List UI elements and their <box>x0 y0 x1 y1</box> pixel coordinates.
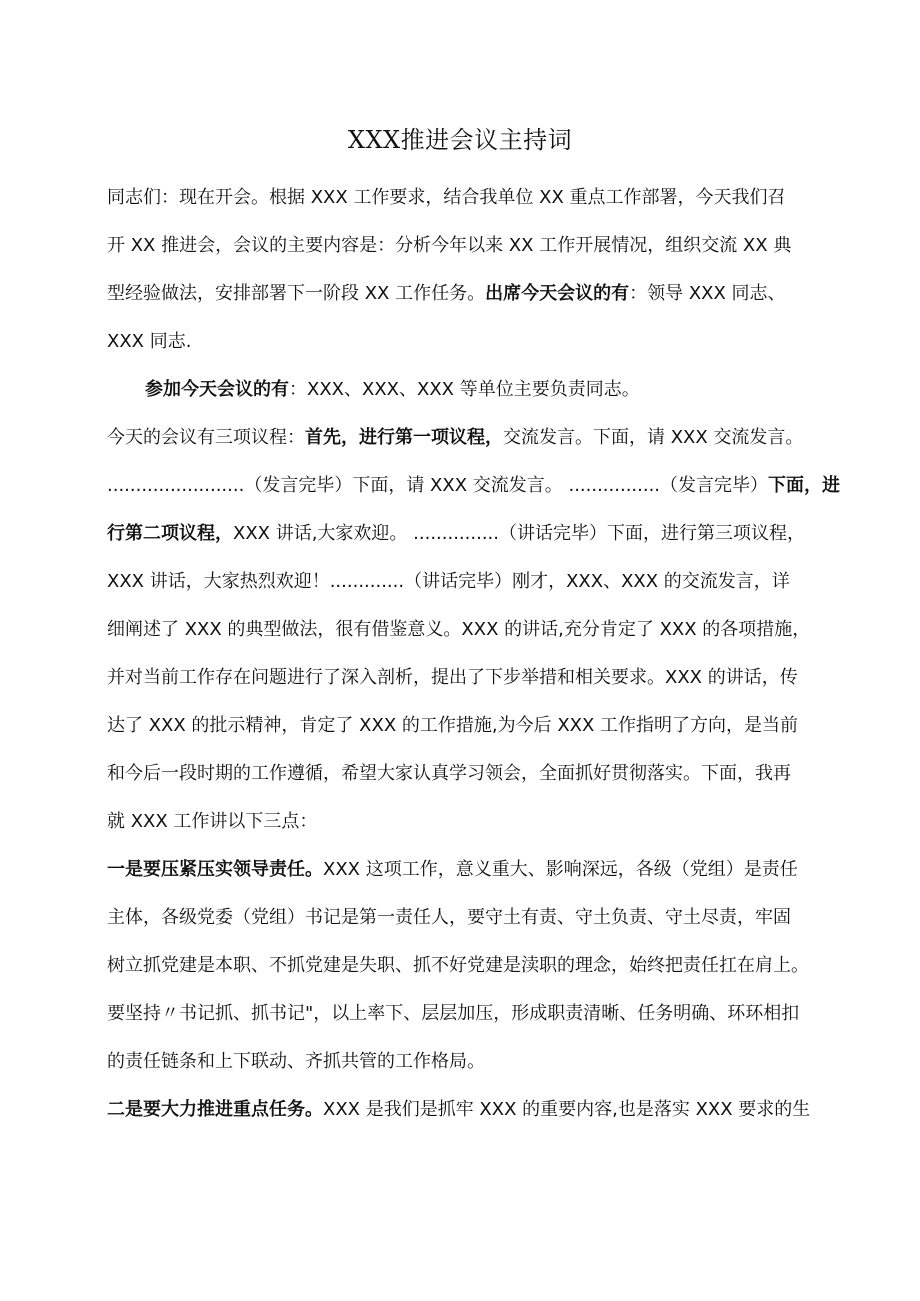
text-span: 达了 XXX 的批示精神，肯定了 XXX 的工作措施,为今后 XXX 工作指明了方向，是当前 <box>107 715 799 736</box>
paragraph-line <box>107 761 827 787</box>
text-span: 交流发言。下面，请 XXX 交流发言。 <box>503 427 804 448</box>
text-span: XXX 这项工作，意义重大、影响深远，各级（党组）是责任 <box>323 859 798 880</box>
text-span: 的责任链条和上下联动、齐抓共管的工作格局。 <box>107 1051 485 1072</box>
paragraph-line <box>107 809 827 835</box>
paragraph-line <box>107 1001 827 1027</box>
bold-text: 二是要大力推进重点任务。 <box>107 1099 323 1120</box>
bold-text: 下面，进 <box>768 475 841 496</box>
paragraph-line <box>107 185 827 211</box>
paragraph-line <box>107 329 827 355</box>
text-span: ：XXX、XXX、XXX 等单位主要负责同志。 <box>289 379 640 400</box>
paragraph-line <box>107 425 827 451</box>
bold-text: 行第二项议程， <box>107 523 233 544</box>
text-span: 开 XX 推进会，会议的主要内容是：分析今年以来 XX 工作开展情况，组织交流 XX 典 <box>107 235 792 256</box>
text-span: 细阐述了 XXX 的典型做法，很有借鉴意义。XXX 的讲话,充分肯定了 XXX 的各项措施， <box>107 619 811 640</box>
text-span: XXX 是我们是抓牢 XXX 的重要内容,也是落实 XXX 要求的生 <box>323 1099 811 1120</box>
paragraph-line <box>107 905 827 931</box>
paragraph-line <box>107 617 827 643</box>
bold-text: 出席今天会议的有 <box>485 283 630 304</box>
paragraph-line <box>107 665 827 691</box>
paragraph-line <box>107 713 827 739</box>
text-span: XXX 讲话,大家欢迎。 ...............（讲话完毕）下面，进行第三项议程， <box>233 523 805 544</box>
text-span: XXX 讲话，大家热烈欢迎！.............（讲话完毕）刚才，XXX、XXX 的交流发言，详 <box>107 571 790 592</box>
bold-text: 首先，进行第一项议程， <box>305 427 503 448</box>
paragraph-line <box>107 521 827 547</box>
text-span: 树立抓党建是本职、不抓党建是失职、抓不好党建是渎职的理念，始终把责任扛在肩上。 <box>107 955 809 976</box>
paragraph-line <box>107 281 827 307</box>
text-span: 今天的会议有三项议程： <box>107 427 305 448</box>
text-span: 型经验做法，安排部署下一阶段 XX 工作任务。 <box>107 283 486 304</box>
document-title: XXX推进会议主持词 <box>347 126 573 154</box>
text-span: 和今后一段时期的工作遵循，希望大家认真学习领会，全面抓好贯彻落实。下面，我再 <box>107 763 791 784</box>
paragraph-line <box>107 953 827 979</box>
text-span: 就 XXX 工作讲以下三点： <box>107 811 318 832</box>
paragraph-line <box>107 1097 827 1123</box>
text-span: ........................（发言完毕）下面，请 XXX 交流发言。 ................（发言完毕） <box>107 475 769 496</box>
bold-text: 参加今天会议的有 <box>145 379 289 400</box>
paragraph-line <box>107 473 841 499</box>
bold-text: 一是要压紧压实领导责任。 <box>107 859 323 880</box>
text-span: 并对当前工作存在问题进行了深入剖析，提出了下步举措和相关要求。XXX 的讲话，传 <box>107 667 798 688</box>
text-span: XXX 同志. <box>107 331 192 352</box>
paragraph-line <box>107 1049 827 1075</box>
paragraph-line <box>107 569 827 595</box>
paragraph-line <box>107 857 827 883</box>
paragraph-line <box>107 233 827 259</box>
text-span: 主体，各级党委（党组）书记是第一责任人，要守土有责、守土负责、守土尽责，牢固 <box>107 907 791 928</box>
paragraph-line <box>145 377 865 403</box>
text-span: 要坚持〃书记抓、抓书记"，以上率下、层层加压，形成职责清晰、任务明确、环环相扣 <box>107 1003 800 1024</box>
text-span: 同志们：现在开会。根据 XXX 工作要求，结合我单位 XX 重点工作部署，今天我们召 <box>107 187 786 208</box>
text-span: ：领导 XXX 同志、 <box>629 283 786 304</box>
